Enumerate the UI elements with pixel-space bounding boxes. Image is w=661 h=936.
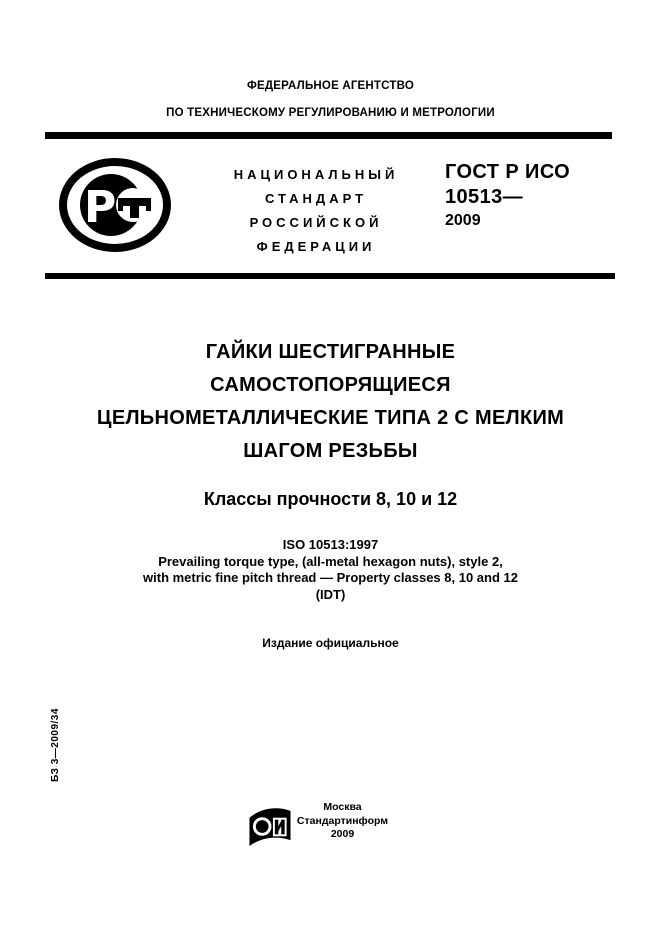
standard-type-block [196, 163, 436, 259]
imprint-city: Москва [323, 801, 362, 813]
title-line: САМОСТОПОРЯЩИЕСЯ [210, 374, 451, 396]
side-registration-code: БЗ 3—2009/34 [50, 708, 61, 782]
title-line: ГАЙКИ ШЕСТИГРАННЫЕ [205, 341, 456, 363]
title-line: ЦЕЛЬНОМЕТАЛЛИЧЕСКИЕ ТИПА 2 С МЕЛКИМ [96, 407, 565, 429]
agency-name-line1: ФЕДЕРАЛЬНОЕ АГЕНТСТВО [247, 80, 414, 92]
standard-type-line: ФЕДЕРАЦИИ [256, 239, 376, 254]
iso-reference-line: ISO 10513:1997 [282, 537, 379, 552]
standard-type-line: СТАНДАРТ [264, 191, 368, 206]
edition-note: Издание официальное [262, 636, 399, 650]
imprint-publisher: Стандартинформ [296, 814, 389, 827]
designation-line1: ГОСТ Р ИСО [445, 161, 571, 183]
designation-year: 2009 [445, 212, 481, 229]
svg-text:P: P [84, 182, 117, 233]
agency-name-line2: ПО ТЕХНИЧЕСКОМУ РЕГУЛИРОВАНИЮ И МЕТРОЛОГИИ [166, 107, 495, 119]
title-line: ШАГОМ РЕЗЬБЫ [243, 440, 418, 462]
rst-certification-mark-icon [58, 157, 172, 253]
standard-type-line: РОССИЙСКОЙ [249, 215, 383, 230]
document-title [30, 336, 631, 468]
standard-type-line: НАЦИОНАЛЬНЫЙ [233, 167, 399, 182]
divider-bar-middle [45, 273, 615, 279]
divider-bar-top [45, 132, 612, 139]
designation-line2: 10513— [445, 186, 524, 208]
iso-reference-line: with metric fine pitch thread — Property classes 8, 10 and 12 [143, 570, 518, 585]
standard-designation [445, 160, 625, 232]
iso-reference-line: (IDT) [315, 586, 346, 602]
iso-reference-line: Prevailing torque type, (all-metal hexagon nuts), style 2, [158, 553, 503, 569]
imprint-year: 2009 [330, 828, 355, 840]
iso-reference-block [30, 537, 631, 603]
document-subtitle: Классы прочности 8, 10 и 12 [203, 489, 458, 509]
imprint-block [280, 801, 405, 842]
